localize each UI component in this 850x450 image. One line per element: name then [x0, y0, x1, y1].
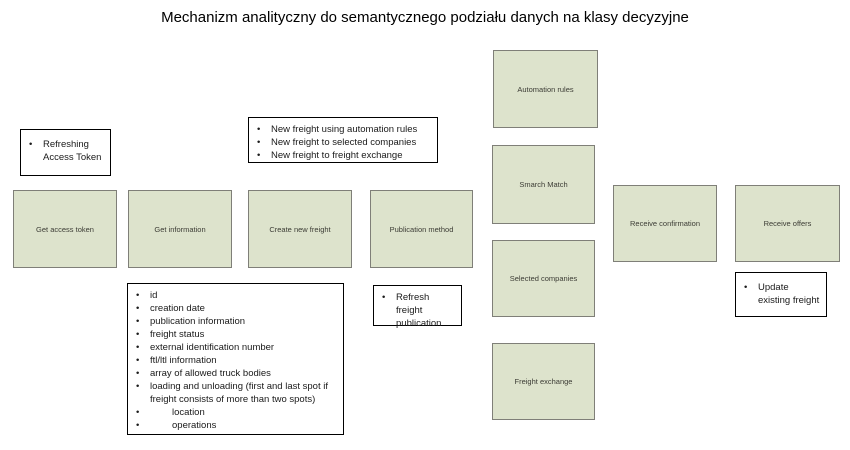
- note-refresh-freight-publication: [373, 285, 462, 329]
- process-box-selected-companies: [492, 240, 595, 317]
- note-item: • freight status: [128, 328, 340, 341]
- diagram-title: Mechanizm analityczny do semantycznego podziału danych na klasy decyzyjne: [161, 9, 689, 26]
- note-item: • creation date: [128, 302, 340, 315]
- process-box-get-access-token: [13, 190, 117, 268]
- process-box-label: Smarch Match: [519, 180, 568, 189]
- note-item: • Update existing freight: [736, 281, 823, 307]
- process-box-label: Create new freight: [269, 224, 331, 234]
- note-item: • Refresh freight publication: [374, 291, 458, 330]
- note-list: [249, 118, 437, 162]
- process-box-publication-method: [370, 190, 473, 268]
- process-box-receive-offers: [735, 185, 840, 262]
- process-box-label: Selected companies: [509, 274, 578, 283]
- process-box-receive-confirmation: [613, 185, 717, 262]
- process-box-label: Automation rules: [517, 84, 574, 94]
- process-box-smarch-match: [492, 145, 595, 224]
- process-box-label: Receive confirmation: [629, 219, 701, 228]
- note-item: • ftl/ltl information: [128, 354, 340, 367]
- note-item: • id: [128, 289, 340, 302]
- note-item: • external identification number: [128, 341, 340, 354]
- process-box-label: Freight exchange: [514, 377, 573, 386]
- process-box-create-new-freight: [248, 190, 352, 268]
- note-freight-fields: [127, 283, 344, 435]
- note-new-freight-options: [248, 117, 438, 163]
- note-item: • New freight using automation rules: [249, 123, 434, 136]
- process-box-get-information: [128, 190, 232, 268]
- note-list: [374, 286, 461, 330]
- note-refreshing-access-token: [20, 129, 111, 176]
- note-item: • loading and unloading (first and last spot if freight consists of more than two spots): [128, 380, 340, 406]
- process-box-label: Get access token: [36, 224, 94, 234]
- note-list: [736, 273, 826, 307]
- note-sub-item: • location: [128, 406, 340, 419]
- process-box-freight-exchange: [492, 343, 595, 420]
- note-sub-item: • operations: [128, 419, 340, 432]
- note-list: [21, 130, 110, 164]
- note-update-existing-freight: [735, 272, 827, 317]
- note-list: [128, 284, 343, 432]
- note-item: • New freight to selected companies: [249, 136, 434, 149]
- note-item: • Refreshing Access Token: [21, 138, 107, 164]
- note-item: • New freight to freight exchange: [249, 149, 434, 162]
- note-item: • publication information: [128, 315, 340, 328]
- process-box-label: Get information: [154, 224, 206, 234]
- note-item: • array of allowed truck bodies: [128, 367, 340, 380]
- process-box-label: Receive offers: [763, 219, 812, 228]
- process-box-automation-rules: [493, 50, 598, 128]
- process-box-label: Publication method: [389, 224, 454, 234]
